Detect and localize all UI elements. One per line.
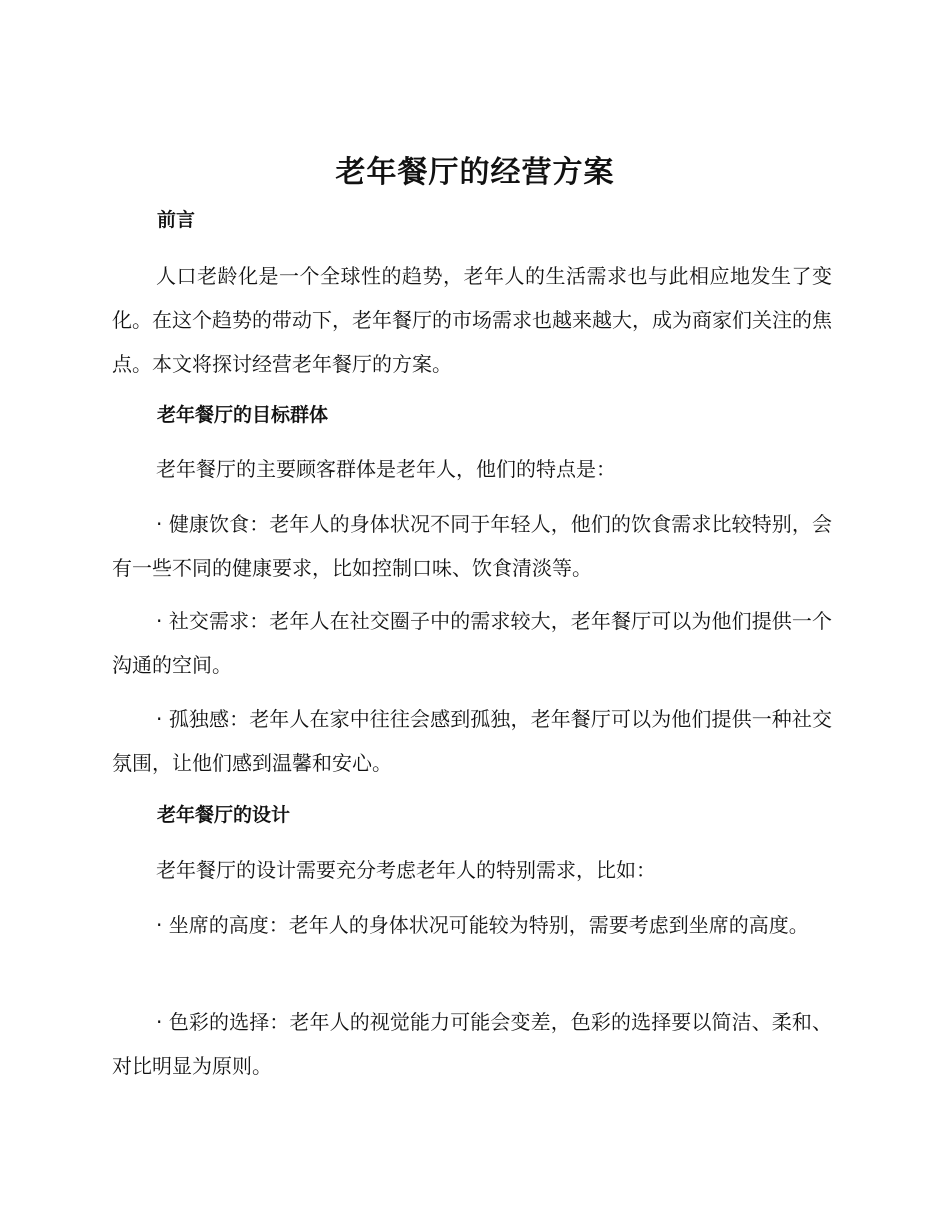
bullet-color-choice: · 色彩的选择：老年人的视觉能力可能会变差，色彩的选择要以简洁、柔和、对比明显为原则。	[112, 1010, 832, 1078]
bullet-seat-height: · 坐席的高度：老年人的身体状况可能较为特别，需要考虑到坐席的高度。	[156, 913, 809, 937]
section-heading-target-group: 老年餐厅的目标群体	[157, 404, 329, 426]
paragraph-target-intro: 老年餐厅的主要顾客群体是老年人，他们的特点是：	[156, 457, 616, 481]
bullet-loneliness: · 孤独感：老年人在家中往往会感到孤独，老年餐厅可以为他们提供一种社交氛围，让他们感到温馨和安心。	[112, 707, 832, 775]
bullet-social-needs: · 社交需求：老年人在社交圈子中的需求较大，老年餐厅可以为他们提供一个沟通的空间。	[112, 609, 832, 677]
section-heading-design: 老年餐厅的设计	[157, 804, 291, 826]
bullet-healthy-diet: · 健康饮食：老年人的身体状况不同于年轻人，他们的饮食需求比较特别，会有一些不同的健康要求，比如控制口味、饮食清淡等。	[112, 512, 832, 580]
document-title: 老年餐厅的经营方案	[335, 155, 615, 190]
paragraph-design-intro: 老年餐厅的设计需要充分考虑老年人的特别需求，比如：	[156, 858, 656, 882]
paragraph-preface: 人口老龄化是一个全球性的趋势，老年人的生活需求也与此相应地发生了变化。在这个趋势的带动下，老年餐厅的市场需求也越来越大，成为商家们关注的焦点。本文将探讨经营老年餐厅的方案。	[112, 264, 832, 376]
section-heading-preface: 前言	[157, 209, 196, 231]
